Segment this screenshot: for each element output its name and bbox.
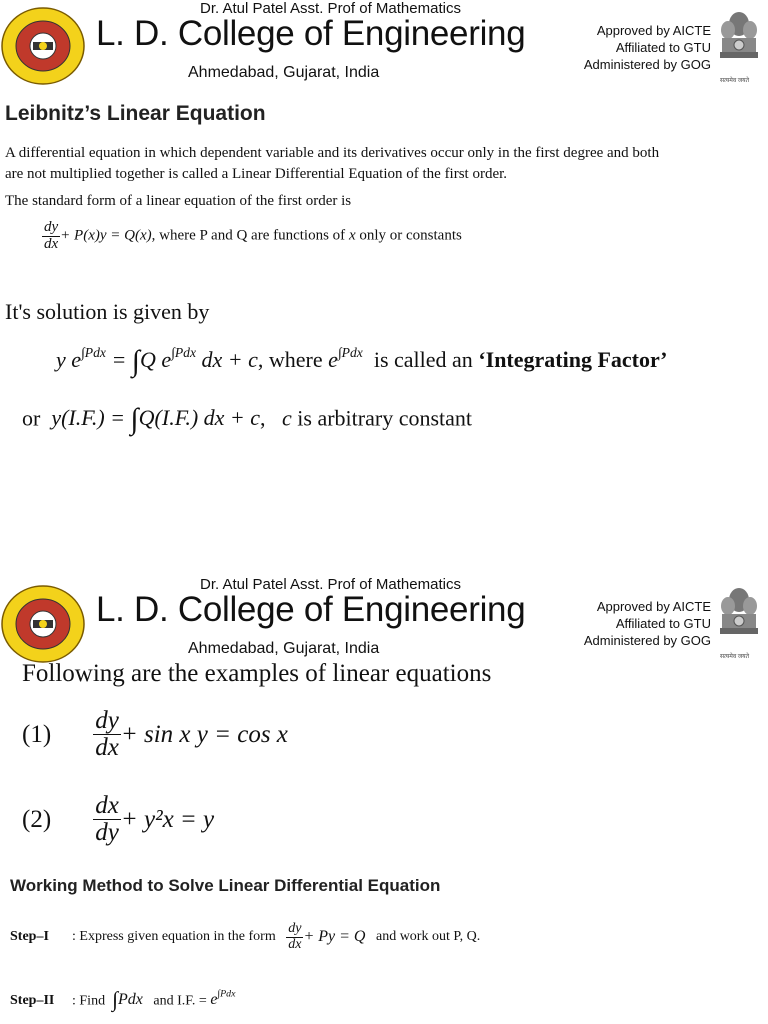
standard-form-intro: The standard form of a linear equation of the first order is	[5, 193, 352, 209]
emblem-caption: सत्यमेव जयते	[720, 78, 750, 84]
solution-equation	[56, 345, 667, 379]
section-heading: Leibnitz’s Linear Equation	[5, 102, 266, 125]
fraction-denominator: dx	[288, 936, 302, 952]
solution-intro: It's solution is given by	[5, 299, 210, 324]
only-constants-text: only or constants	[355, 227, 462, 244]
dy-dx-fraction	[93, 708, 121, 762]
variable-x: x	[348, 227, 356, 244]
dx-dy-fraction	[93, 793, 121, 847]
definition-line-1: A differential equation in which dependent variable and its derivatives occur only in the first degree and both	[5, 145, 660, 161]
step-1-text: : Express given equation in the form	[72, 929, 276, 945]
fraction-denominator: dy	[95, 819, 119, 847]
example-1-label: (1)	[22, 720, 52, 748]
step-1-tail: and work out P, Q.	[375, 929, 481, 945]
is-called-text: is called an	[373, 347, 479, 373]
integral-pdx: ∫Pdx	[112, 988, 143, 1012]
college-seal-logo	[0, 6, 86, 86]
example-2-label: (2)	[22, 805, 52, 833]
standard-form-equation	[42, 220, 462, 253]
approval-gog: Administered by GOG	[583, 57, 711, 72]
approval-gog: Administered by GOG	[583, 633, 711, 648]
example-2	[22, 793, 214, 847]
integrating-factor-formula: $e^{\int Pdx}$	[328, 345, 363, 373]
fraction-numerator: dx	[95, 792, 119, 819]
solution-where-text: , where	[257, 347, 329, 373]
fraction-denominator: dx	[44, 235, 59, 252]
national-emblem-icon	[716, 8, 762, 76]
example-2-rhs: + y²x = y	[120, 805, 215, 833]
approval-gtu: Affiliated to GTU	[615, 616, 711, 631]
approval-aicte: Approved by AICTE	[596, 23, 711, 38]
college-seal-logo	[0, 584, 86, 664]
integrating-factor-label: ‘Integrating Factor’	[478, 347, 668, 373]
method-heading: Working Method to Solve Linear Differential Equation	[10, 876, 441, 895]
if-formula: y(I.F.) = ∫Q(I.F.) dx + c	[51, 404, 261, 436]
solution-alt-equation: or y(I.F.) = ∫Q(I.F.) dx + c, c is arbitrary constant	[22, 404, 473, 436]
approval-block	[584, 598, 711, 649]
step-2-if: and I.F. =	[153, 993, 207, 1009]
dy-dx-fraction	[286, 922, 303, 952]
dy-dx-fraction	[42, 220, 60, 253]
if-expression: $e^{\int Pdx}$	[210, 988, 236, 1009]
fraction-numerator: dy	[44, 219, 59, 235]
step-2	[10, 988, 236, 1013]
national-emblem-icon	[716, 584, 762, 652]
step-2-label: Step–II	[10, 993, 55, 1009]
college-name: L. D. College of Engineering	[96, 590, 526, 629]
step-1-label: Step–I	[10, 929, 49, 945]
step-1	[10, 922, 480, 952]
or-text: or	[22, 405, 41, 431]
step-1-formula: + Py = Q	[303, 928, 366, 946]
emblem-caption: सत्यमेव जयते	[720, 654, 750, 660]
author-line: Dr. Atul Patel Asst. Prof of Mathematics	[200, 0, 461, 17]
fraction-numerator: dy	[288, 921, 302, 936]
college-city: Ahmedabad, Gujarat, India	[188, 64, 380, 81]
fraction-denominator: dx	[95, 734, 119, 762]
approval-block	[584, 22, 711, 73]
examples-intro: Following are the examples of linear equations	[22, 660, 492, 687]
college-city: Ahmedabad, Gujarat, India	[188, 640, 380, 657]
fraction-numerator: dy	[95, 707, 119, 734]
solution-formula: y $e^{\int Pdx} = \int Q$ $e^{\int Pdx}$ dx + c	[56, 345, 258, 378]
arbitrary-constant-text: is arbitrary constant	[297, 405, 473, 431]
author-line: Dr. Atul Patel Asst. Prof of Mathematics	[200, 576, 461, 593]
approval-aicte: Approved by AICTE	[596, 599, 711, 614]
approval-gtu: Affiliated to GTU	[615, 40, 711, 55]
college-name: L. D. College of Engineering	[96, 14, 526, 53]
constant-c: c	[282, 405, 292, 431]
equation-rhs: + P(x)y = Q(x)	[60, 227, 152, 244]
step-2-text: : Find	[72, 993, 106, 1009]
definition-line-2: are not multiplied together is called a Linear Differential Equation of the first order.	[5, 166, 508, 182]
example-1	[22, 708, 288, 762]
where-text: , where P and Q are functions of	[151, 227, 349, 244]
example-1-rhs: + sin x y = cos x	[120, 720, 288, 748]
